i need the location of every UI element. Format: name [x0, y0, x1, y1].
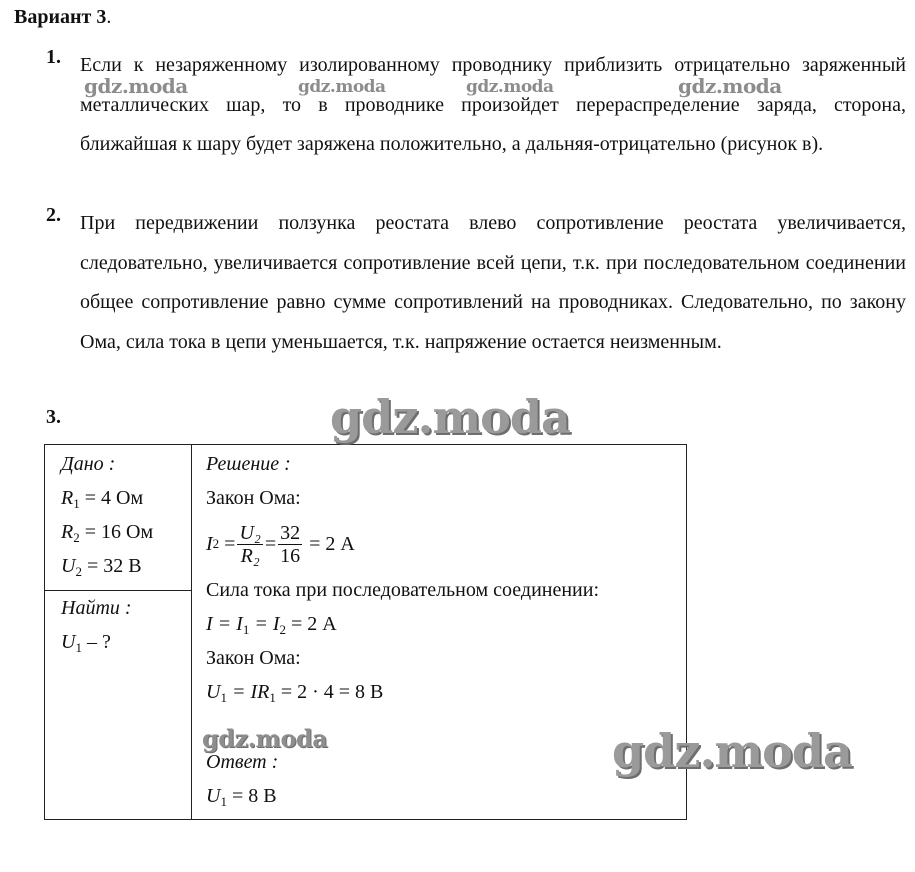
answer-item-2 [46, 204, 906, 362]
item-number: 2. [46, 204, 61, 226]
item-number: 1. [46, 46, 61, 68]
ohm-law-heading: Закон Ома: [206, 487, 301, 509]
given-r2: $R_2 = 16$ Ом [61, 521, 154, 545]
voltage-u1-formula: $U_1 = IR_1 = 2 \cdot 4 = 8$ В [206, 681, 384, 705]
series-connection-text: Сила тока при последовательном соединении: [206, 579, 600, 601]
given-label: Дано : [61, 453, 116, 475]
ohm-law-heading-2: Закон Ома: [206, 647, 301, 669]
solution-label: Решение : [206, 453, 291, 475]
watermark: gdz.moda [466, 77, 554, 97]
series-current-formula: $I = I_1 = I_2 = 2$ А [206, 613, 337, 637]
given-r1: $R_1 = 4$ Ом [61, 487, 144, 511]
find-u1: $U_1$ – ? [61, 631, 111, 655]
find-label: Найти : [61, 597, 132, 619]
find-cell [45, 591, 192, 820]
variant-title: Вариант 3. [14, 6, 112, 28]
item-text: При передвижении ползунка реостата влево сопротивление реостата увеличивается, следовательно, увеличивается сопротивление всей цепи, т.к. при последовательном соединении общее сопротивление равно сумме сопротивлений на проводниках. Следовательно, по закону Ома, сила тока в цепи уменьшается, т.к. напряжение остается неизменным. [80, 212, 906, 353]
fraction-u2-r2: $\frac{\text{U₂}}{\text{R₂}}$ [239, 521, 261, 567]
watermark: gdz.moda [612, 724, 852, 778]
answer-item-1 [46, 46, 906, 165]
watermark: gdz.moda [330, 390, 570, 444]
watermark: gdz.moda [298, 77, 386, 97]
given-cell [45, 445, 192, 591]
given-u2: $U_2 = 32$ В [61, 555, 142, 579]
fraction-32-16: $\frac{32}{16}$ [280, 521, 301, 567]
item-number-3: 3. [46, 406, 61, 428]
watermark: gdz.moda [202, 724, 328, 753]
answer-label: Ответ : [206, 751, 279, 773]
solution-table [44, 444, 687, 820]
item-text: Если к незаряженному изолированному проводнику приблизить отрицательно заряженный металлических шар, то в проводнике произойдет перераспределение заряда, сторона, ближайшая к шару будет заряжена положительно, а дальняя-отрицательно (рисунок в). [80, 54, 906, 155]
answer-value: $U_1 = 8$ В [206, 785, 277, 809]
watermark: gdz.moda [84, 74, 188, 98]
watermark: gdz.moda [678, 74, 782, 98]
current-i2-formula: I 2 = $\frac{\text{U₂}}{\text{R₂}}$ = $\frac{32}{16}$ = 2 А [206, 521, 355, 567]
